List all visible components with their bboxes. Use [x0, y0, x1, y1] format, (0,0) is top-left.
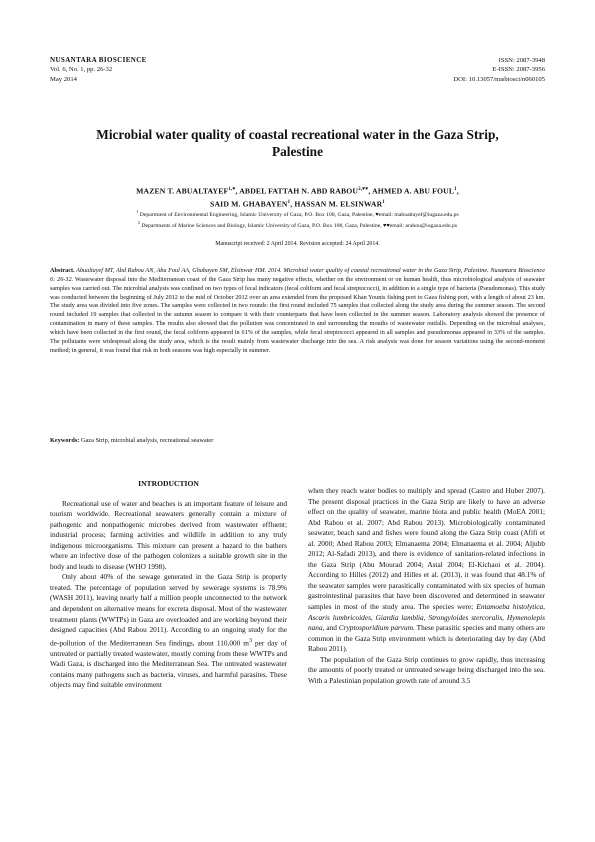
abstract: [50, 267, 545, 355]
paragraph: [308, 486, 545, 655]
paragraph-text: and: [324, 623, 339, 633]
title-line-1: Microbial water quality of coastal recreational water in the Gaza Strip,: [96, 127, 499, 142]
author-list: [50, 184, 545, 210]
affiliation-mark: 2: [137, 220, 140, 226]
author-name: , ABDEL FATTAH N. ABD RABOU: [235, 186, 359, 196]
manuscript-dates: Manuscript received: 2 April 2014. Revision accepted: 24 April 2014.: [215, 241, 380, 247]
body-column-left: [50, 473, 287, 691]
eissn: E-ISSN: 2087-3956: [492, 66, 545, 74]
abstract-citation: Abualtayef MT, Abd Rabou AN, Abu Foul AA, Ghabayen SM, Elsinwar HM. 2014. Microbial water quality of coastal recreational water in the Gaza Strip, Palestine. Nusantara Bioscience 6: 26-32.: [50, 267, 545, 283]
author-mark: 1: [287, 199, 291, 205]
journal-header-left: [50, 56, 147, 84]
affiliation-mark: 1: [136, 209, 139, 214]
author-mark: 1: [454, 187, 457, 192]
author-name: , HASSAN M. ELSINWAR: [290, 199, 383, 209]
affiliation-text: Departments of Marine Sciences and Biology, Islamic University of Gaza, P.O. Box 108, Gaza, Palestine, ♥♥email: arabou@iugaza.edu.ps: [140, 223, 458, 230]
author-name: MAZEN T. ABUALTAYEF: [136, 186, 229, 196]
journal-volume: Vol. 6, No. 1, pp. 26-32: [50, 66, 113, 74]
paragraph: The population of the Gaza Strip continues to grow rapidly, thus increasing the amounts of poorly treated or untreated sewage being discharged into the sea. With a Palestinian population growth rate of around 3.5: [308, 654, 545, 685]
paragraph-text: when they reach water bodies to multiply and spread (Castro and Huber 2007). The present disposal practices in the Gaza Strip are likely to have an adverse effect on the quality of seawater, marine biota and public health (MoEA 2001; Abd Rabou et al. 2007; Abd Rabou 2013). Microbiologically contaminated seawater, beach sand and fishes were found along the Gaza Strip coast (Afifi et al. 2000; Abed Rabou 2003; Elmanaema 2004; Elmanaema et al. 2004; Aljubb 2012; Al-Safadi 2013), and there is evidence of sanitation-related infections in the Gaza Strip (Abu Mourad 2004; Astal 2004; El-Kichaoi et al. 2004). According to Hilles (2012) and Hilles et al. (2013), it was found that 48.1% of the seawater samples were parasitically contaminated with six species of human gastrointestinal parasites that have been discovered and determined in seawater samples in most of the study area. The species were;: [308, 486, 545, 612]
section-heading: INTRODUCTION: [138, 479, 199, 488]
paragraph: Recreational use of water and beaches is an important feature of leisure and tourism worldwide. Recreational seawaters generally contain a mixture of pathogenic and nonpathogenic microbes derived from wastewater effluent; industrial process; farming activities and wildlife in addition to any truly indigenous microorganisms. This mixture can present a hazard to the bathers where an infective dose of the pathogen colonizes a suitable growth site in the body and leads to disease (WHO 1998).: [50, 498, 287, 571]
paragraph-text: per day of untreated or partially treated wastewater, mostly coming from these WWTPs and Wadi Gaza, is discharged into the Mediterranean Sea. The untreated wastewater contains many pathogens such as bacteria, viruses, and harmful parasites. These objects may find suitable environment: [50, 638, 288, 690]
species-name: Cryptosporidium parvum.: [338, 623, 415, 633]
issn: ISSN: 2087-3948: [498, 57, 545, 64]
author-name: , AHMED A. ABU FOUL: [368, 186, 455, 196]
paragraph-text: Only about 40% of the sewage generated in the Gaza Strip is properly treated. The percentage of population served by sewerage systems is 78.9% (WASH 2011), leaving nearly half a million people unconnected to the network and dependent on alternative means for excreta disposal. Most of the wastewater treatment plants (WWTPs) in Gaza are overloaded and are working beyond their designed capacities (Abd Rabou 2011). According to an ongoing study for the de-pollution of the Mediterranean Sea findings, about 110,000 m: [50, 572, 287, 648]
paragraph-text: These parasitic species and many others are common in the Gaza Strip environment which is deteriorating day by day (Abd Rabou 2011).: [308, 623, 545, 654]
affiliation-text: Department of Environmental Engineering, Islamic University of Gaza, P.O. Box 108, Gaza, Palestine, ♥email: mabualtayef@iugaza.edu.ps: [138, 211, 459, 218]
keywords-label: Keywords:: [50, 437, 80, 444]
author-mark: 2,♥♥: [358, 187, 369, 192]
superscript: 3: [248, 637, 253, 644]
journal-date: May 2014: [50, 75, 77, 83]
author-name: SAID M. GHABAYEN: [210, 199, 288, 209]
author-separator: ,: [456, 186, 459, 196]
affiliation-2: [50, 219, 545, 230]
species-names: Entamoeba histolytica, Ascaris lumbricoides, Giardia lamblia, Strongyloides stercoralis, Hymenolepis nana,: [308, 602, 545, 633]
title-line-2: Palestine: [272, 144, 323, 159]
abstract-body: Wastewater disposal into the Mediterranean coast of the Gaza Strip has many negative effects, whether on the environment or on human health, thus microbiological analysis of seawater samples was carried out. The microbial analysis was confined on two types of fecal indicators (fecal coliform and fecal streptococci), in addition to a single type of bacteria (Pseudomonas). This study was conducted between the beginning of July 2012 to the mid of October 2012 over an area extended from the proposed Khan Younis fishing port to Gaza fishing port, with a length of about 23 km. The study area was divided into five zones. The samples were collected in two rounds: the first round included 75 samples that collected along the study area during the summer season. The second round included 19 samples that collected in the autumn season to compare it with their counterparts that have been collected in the summer season. Laboratory analysis showed the presence of contamination in many of these samples. The results also showed that the pollution was concentrated in and surrounding the mouths of wastewater outfalls. Depending on the microbial analyses, which have been collected in the first round, the fecal coliform appeared in 61% of the samples, while fecal streptococci appeared in all samples and pseudomonas appeared in 33% of the samples. The pollutants were widespread along the study area, which is the result mainly from wastewater discharge into the sea. A risk analysis was done for season variations using the second-moment method; in general, it was found that risk in both seasons was high especially in summer.: [50, 275, 545, 354]
abstract-label: Abstract.: [50, 267, 75, 274]
body-column-right: [308, 486, 545, 686]
keywords-text: Gaza Strip, microbial analysis, recreational seawater: [79, 437, 214, 444]
author-mark: 1: [382, 199, 385, 205]
affiliations: [50, 208, 545, 231]
paper-title: [60, 126, 535, 160]
author-line-1: [50, 184, 545, 197]
paragraph: [50, 572, 287, 690]
affiliation-1: [50, 208, 545, 219]
journal-header-right: [453, 56, 545, 84]
doi: DOI: 10.13057/nusbiosci/n060105: [453, 75, 545, 83]
keywords: [50, 437, 545, 444]
journal-name: NUSANTARA BIOSCIENCE: [50, 56, 147, 64]
author-mark: 1,♥: [228, 187, 236, 192]
